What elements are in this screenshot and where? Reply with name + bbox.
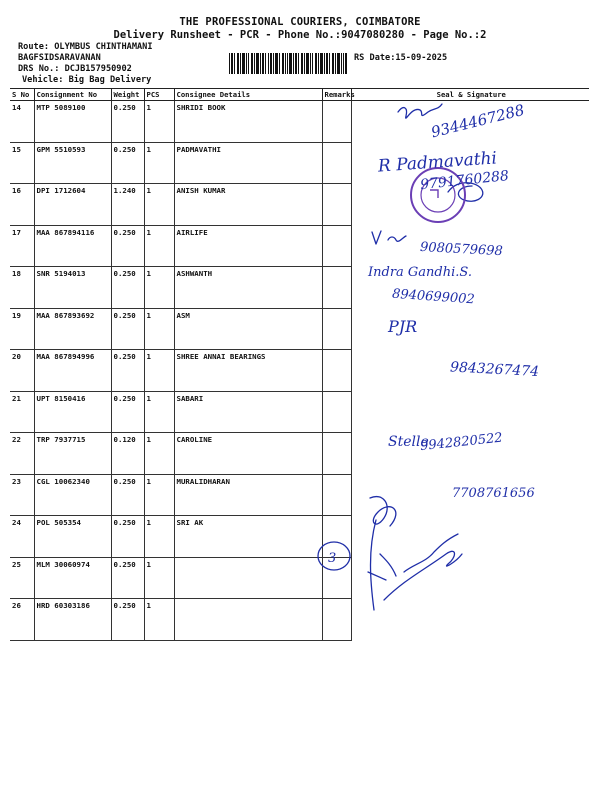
table-row xyxy=(10,350,589,392)
signature-phone: 8940699002 xyxy=(391,286,476,308)
drs-number: DRS No.: DCJB157950902 xyxy=(18,64,132,74)
col-consignee: Consignee Details xyxy=(174,89,322,101)
consignment-cell: CGL 10062340 xyxy=(34,474,111,516)
table-row xyxy=(10,516,589,558)
signature-phone: 9080579698 xyxy=(419,239,504,260)
pcs-cell: 1 xyxy=(144,225,174,267)
weight-cell: 1.240 xyxy=(111,184,144,226)
signature-cell xyxy=(351,391,589,433)
weight-cell: 0.250 xyxy=(111,101,144,143)
signature-cell xyxy=(351,142,589,184)
consignment-cell: UPT 8150416 xyxy=(34,391,111,433)
remarks-cell xyxy=(322,516,351,558)
remarks-cell xyxy=(322,184,351,226)
pcs-cell: 1 xyxy=(144,184,174,226)
remarks-cell xyxy=(322,433,351,475)
consignee-cell: SHREE ANNAI BEARINGS xyxy=(174,350,322,392)
staff-label: BAGFSIDSARAVANAN xyxy=(18,53,101,63)
remarks-cell xyxy=(322,391,351,433)
consignment-cell: MAA 867893692 xyxy=(34,308,111,350)
pcs-cell: 1 xyxy=(144,142,174,184)
consignee-cell: SRI AK xyxy=(174,516,322,558)
consignee-cell xyxy=(174,599,322,641)
table-row xyxy=(10,267,589,309)
remarks-cell xyxy=(322,557,351,599)
table-row xyxy=(10,142,589,184)
sno-cell: 26 xyxy=(10,599,34,641)
pcs-cell: 1 xyxy=(144,599,174,641)
consignment-cell: POL 505354 xyxy=(34,516,111,558)
col-remarks: Remarks xyxy=(322,89,351,101)
rs-date: RS Date:15-09-2025 xyxy=(354,53,448,63)
sno-cell: 22 xyxy=(10,433,34,475)
table-row xyxy=(10,557,589,599)
table-row xyxy=(10,225,589,267)
runsheet-table xyxy=(10,88,589,641)
remarks-cell xyxy=(322,142,351,184)
pcs-cell: 1 xyxy=(144,474,174,516)
weight-cell: 0.250 xyxy=(111,516,144,558)
weight-cell: 0.250 xyxy=(111,391,144,433)
runsheet-subtitle: Delivery Runsheet - PCR - Phone No.:9047080280 - Page No.:2 xyxy=(113,29,487,41)
route-label: Route: OLYMBUS CHINTHAMANI xyxy=(18,42,153,52)
col-weight: Weight xyxy=(111,89,144,101)
signature-phone: 9942820522 xyxy=(419,430,504,455)
consignee-cell: CAROLINE xyxy=(174,433,322,475)
signature-cell xyxy=(351,557,589,599)
signature-cell xyxy=(351,474,589,516)
pcs-cell: 1 xyxy=(144,557,174,599)
pcs-cell: 1 xyxy=(144,433,174,475)
weight-cell: 0.250 xyxy=(111,308,144,350)
remarks-cell xyxy=(322,474,351,516)
consignee-cell: PADMAVATHI xyxy=(174,142,322,184)
consignment-cell: TRP 7937715 xyxy=(34,433,111,475)
signature-phone: 7708761656 xyxy=(452,486,535,501)
sno-cell: 15 xyxy=(10,142,34,184)
sno-cell: 23 xyxy=(10,474,34,516)
table-row xyxy=(10,474,589,516)
table-row xyxy=(10,101,589,143)
weight-cell: 0.120 xyxy=(111,433,144,475)
table-row xyxy=(10,433,589,475)
consignee-cell: ASHWANTH xyxy=(174,267,322,309)
sno-cell: 20 xyxy=(10,350,34,392)
signature-cell xyxy=(351,267,589,309)
remarks-cell xyxy=(322,225,351,267)
consignee-cell: SHRIDI BOOK xyxy=(174,101,322,143)
weight-cell: 0.250 xyxy=(111,350,144,392)
pcs-cell: 1 xyxy=(144,101,174,143)
col-pcs: PCS xyxy=(144,89,174,101)
table-row xyxy=(10,308,589,350)
weight-cell: 0.250 xyxy=(111,474,144,516)
sno-cell: 18 xyxy=(10,267,34,309)
signature-cell xyxy=(351,225,589,267)
weight-cell: 0.250 xyxy=(111,142,144,184)
weight-cell: 0.250 xyxy=(111,225,144,267)
pcs-cell: 1 xyxy=(144,391,174,433)
sno-cell: 14 xyxy=(10,101,34,143)
weight-cell: 0.250 xyxy=(111,557,144,599)
remarks-cell xyxy=(322,599,351,641)
weight-cell: 0.250 xyxy=(111,599,144,641)
table-row xyxy=(10,391,589,433)
remarks-cell xyxy=(322,308,351,350)
company-title: THE PROFESSIONAL COURIERS, COIMBATORE xyxy=(179,16,421,28)
signature-name: Stelle xyxy=(388,434,429,450)
remarks-cell xyxy=(322,267,351,309)
barcode xyxy=(229,53,347,74)
consignee-cell: ASM xyxy=(174,308,322,350)
sno-cell: 24 xyxy=(10,516,34,558)
consignment-cell: MLM 30060974 xyxy=(34,557,111,599)
signature-name: Indra Gandhi.S. xyxy=(368,265,472,280)
consignee-cell: AIRLIFE xyxy=(174,225,322,267)
signature-phone: 9344467288 xyxy=(429,100,527,142)
remarks-cell xyxy=(322,350,351,392)
consignee-cell: ANISH KUMAR xyxy=(174,184,322,226)
col-sno: S No xyxy=(10,89,34,101)
pcs-cell: 1 xyxy=(144,267,174,309)
consignee-cell: SABARI xyxy=(174,391,322,433)
signature-phone: 9843267474 xyxy=(449,359,540,381)
table-row xyxy=(10,184,589,226)
weight-cell: 0.250 xyxy=(111,267,144,309)
remarks-cell xyxy=(322,101,351,143)
signature-cell xyxy=(351,516,589,558)
signature-cell xyxy=(351,350,589,392)
consignment-cell: HRD 60303186 xyxy=(34,599,111,641)
col-signature: Seal & Signature xyxy=(351,89,589,101)
consignment-cell: GPM 5510593 xyxy=(34,142,111,184)
consignment-cell: DPI 1712604 xyxy=(34,184,111,226)
signature-cell xyxy=(351,599,589,641)
signature-phone: 9791760288 xyxy=(419,167,510,194)
consignment-cell: MAA 867894996 xyxy=(34,350,111,392)
table-row xyxy=(10,599,589,641)
vehicle-label: Vehicle: Big Bag Delivery xyxy=(22,75,152,85)
signature-name: R Padmavathi xyxy=(377,148,498,177)
pcs-cell: 1 xyxy=(144,308,174,350)
sno-cell: 25 xyxy=(10,557,34,599)
signature-cell xyxy=(351,430,589,475)
sno-cell: 16 xyxy=(10,184,34,226)
sno-cell: 17 xyxy=(10,225,34,267)
circle-mark-label: 3 xyxy=(328,551,337,566)
consignment-cell: MTP 5089100 xyxy=(34,101,111,143)
signature-cell xyxy=(351,184,589,226)
consignee-cell: MURALIDHARAN xyxy=(174,474,322,516)
signature-initials: PJR xyxy=(388,317,418,336)
consignee-cell xyxy=(174,557,322,599)
signature-cell xyxy=(351,308,589,350)
sno-cell: 19 xyxy=(10,308,34,350)
signature-cell xyxy=(351,101,589,143)
consignment-cell: SNR 5194013 xyxy=(34,267,111,309)
table-header-row xyxy=(10,89,589,101)
col-consignment: Consignment No xyxy=(34,89,111,101)
pcs-cell: 1 xyxy=(144,350,174,392)
consignment-cell: MAA 867894116 xyxy=(34,225,111,267)
sno-cell: 21 xyxy=(10,391,34,433)
pcs-cell: 1 xyxy=(144,516,174,558)
